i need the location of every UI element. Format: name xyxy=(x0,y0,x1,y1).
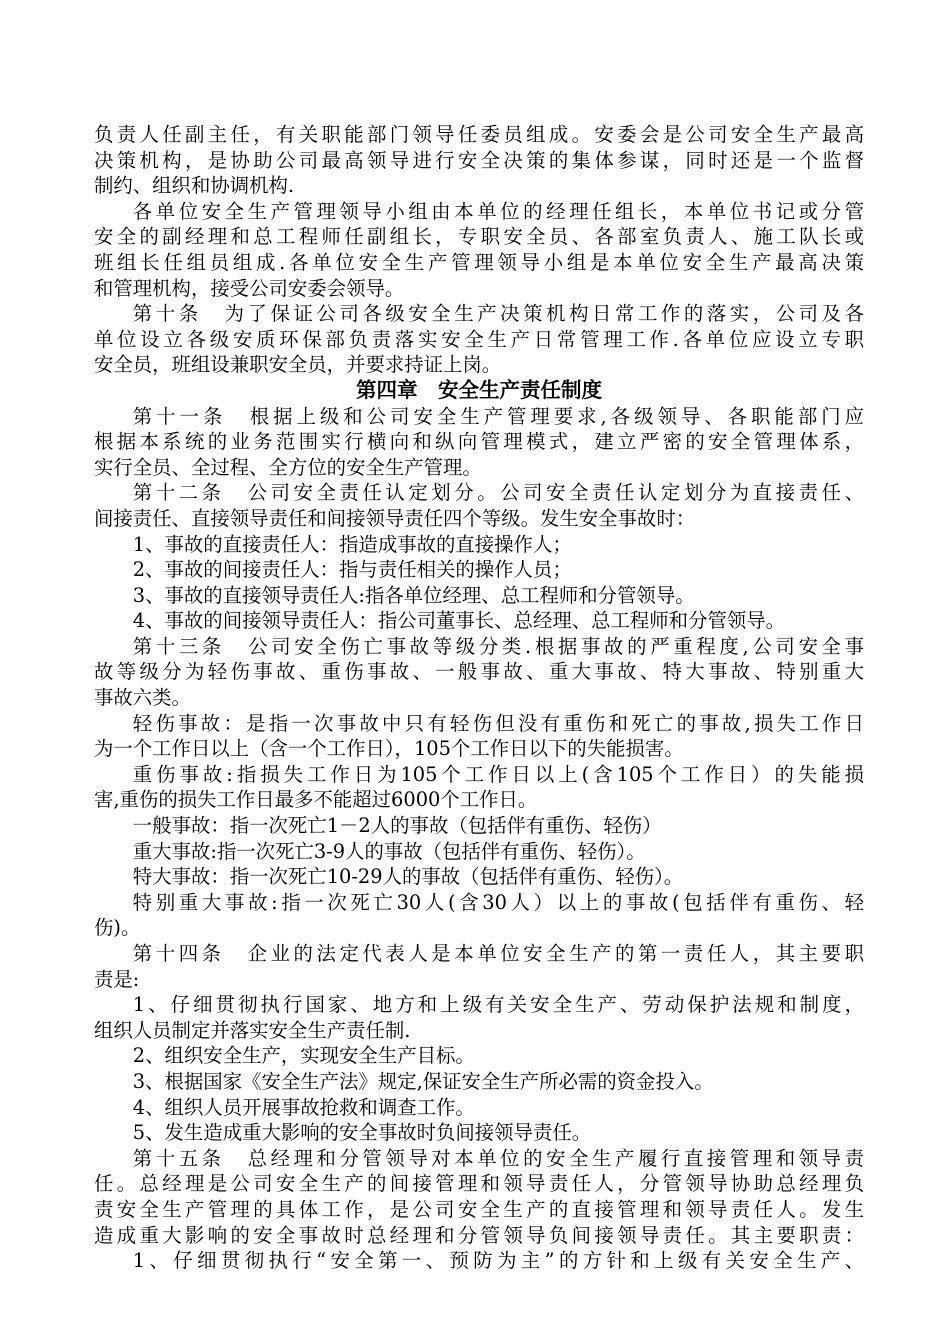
paragraph-line: 制约、组织和协调机构. xyxy=(94,174,295,198)
paragraph-line: 责安全生产管理的具体工作，是公司安全生产的直接管理和领导责任人。发生 xyxy=(94,1197,864,1221)
paragraph-first-line: 4、组织人员开展事故抢救和调查工作。 xyxy=(132,1095,475,1119)
paragraph-first-line: 重大事故:指一次死亡3-9人的事故（包括伴有重伤、轻伤）。 xyxy=(132,839,646,863)
paragraph-first-line: 第十一条 根据上级和公司安全生产管理要求,各级领导、各职能部门应 xyxy=(132,404,864,428)
paragraph-line: 班组长任组员组成.各单位安全生产管理领导小组是本单位安全生产最高决策 xyxy=(94,250,864,274)
paragraph-line: 害,重伤的损失工作日最多不能超过6000个工作日。 xyxy=(94,788,538,812)
paragraph-first-line: 第十二条 公司安全责任认定划分。公司安全责任认定划分为直接责任、 xyxy=(132,481,864,505)
paragraph-first-line: 各单位安全生产管理领导小组由本单位的经理任组长，本单位书记或分管 xyxy=(132,199,864,223)
paragraph-line: 事故六类。 xyxy=(94,686,191,710)
paragraph-first-line: 一般事故：指一次死亡1－2人的事故（包括伴有重伤、轻伤） xyxy=(132,814,662,838)
paragraph-first-line: 2、事故的间接责任人：指与责任相关的操作人员； xyxy=(132,558,572,582)
paragraph-first-line: 1、事故的直接责任人：指造成事故的直接操作人； xyxy=(132,532,572,556)
paragraph-first-line: 2、组织安全生产，实现安全生产目标。 xyxy=(132,1044,475,1068)
paragraph-line: 负责人任副主任，有关职能部门领导任委员组成。安委会是公司安全生产最高 xyxy=(94,123,864,146)
paragraph-first-line: 特大事故：指一次死亡10-29人的事故（包括伴有重伤、轻伤）。 xyxy=(132,865,684,889)
paragraph-line: 安全的副经理和总工程师任副组长，专职安全员、各部室负责人、施工队长或 xyxy=(94,225,864,249)
paragraph-first-line: 1、仔细贯彻执行国家、地方和上级有关安全生产、劳动保护法规和制度， xyxy=(132,993,864,1017)
paragraph-first-line: 重伤事故:指损失工作日为105个工作日以上(含105个工作日）的失能损 xyxy=(132,762,864,786)
paragraph-first-line: 第十条 为了保证公司各级安全生产决策机构日常工作的落实，公司及各 xyxy=(132,302,864,326)
paragraph-first-line: 1、仔细贯彻执行“安全第一、预防为主”的方针和上级有关安全生产、 xyxy=(132,1249,864,1273)
paragraph-line: 组织人员制定并落实安全生产责任制. xyxy=(94,1018,411,1042)
paragraph-first-line: 特别重大事故:指一次死亡30人(含30人）以上的事故(包括伴有重伤、轻 xyxy=(132,890,864,914)
paragraph-first-line: 第十三条 公司安全伤亡事故等级分类.根据事故的严重程度,公司安全事 xyxy=(132,634,864,658)
paragraph-line: 和管理机构，接受公司安委会领导。 xyxy=(94,276,405,300)
paragraph-line: 责是: xyxy=(94,967,140,991)
paragraph-first-line: 轻伤事故：是指一次事故中只有轻伤但没有重伤和死亡的事故,损失工作日 xyxy=(132,711,864,735)
paragraph-line: 间接责任、直接领导责任和间接领导责任四个等级。发生安全事故时： xyxy=(94,506,696,530)
paragraph-line: 决策机构，是协助公司最高领导进行安全决策的集体参谋，同时还是一个监督 xyxy=(94,148,864,172)
document-page xyxy=(94,122,864,1274)
paragraph-first-line: 3、根据国家《安全生产法》规定,保证安全生产所必需的资金投入。 xyxy=(132,1069,714,1093)
paragraph-line: 安全员，班组设兼职安全员，并要求持证上岗。 xyxy=(94,353,502,377)
paragraph-line: 根据本系统的业务范围实行横向和纵向管理模式，建立严密的安全管理体系， xyxy=(94,430,864,454)
paragraph-line: 单位设立各级安质环保部负责落实安全生产日常管理工作.各单位应设立专职 xyxy=(94,327,864,351)
paragraph-line: 为一个工作日以上（含一个工作日），105个工作日以下的失能损害。 xyxy=(94,737,684,761)
paragraph-first-line: 第十四条 企业的法定代表人是本单位安全生产的第一责任人，其主要职 xyxy=(132,942,864,965)
paragraph-line: 实行全员、全过程、全方位的安全生产管理。 xyxy=(94,455,482,479)
paragraph-first-line: 3、事故的直接领导责任人:指各单位经理、总工程师和分管领导。 xyxy=(132,583,695,607)
paragraph-line: 伤)。 xyxy=(94,916,141,940)
paragraph-first-line: 4、事故的间接领导责任人：指公司董事长、总经理、总工程师和分管领导。 xyxy=(132,609,786,633)
paragraph-line: 任。总经理是公司安全生产的间接管理和领导责任人，分管领导协助总经理负 xyxy=(94,1172,864,1196)
paragraph-line: 造成重大影响的安全事故时总经理和分管领导负间接领导责任。其主要职责： xyxy=(94,1223,864,1247)
paragraph-line: 故等级分为轻伤事故、重伤事故、一般事故、重大事故、特大事故、特别重大 xyxy=(94,660,864,684)
chapter-heading: 第四章 安全生产责任制度 xyxy=(356,377,602,402)
paragraph-first-line: 第十五条 总经理和分管领导对本单位的安全生产履行直接管理和领导责 xyxy=(132,1146,864,1170)
paragraph-first-line: 5、发生造成重大影响的安全事故时负间接领导责任。 xyxy=(132,1121,592,1145)
